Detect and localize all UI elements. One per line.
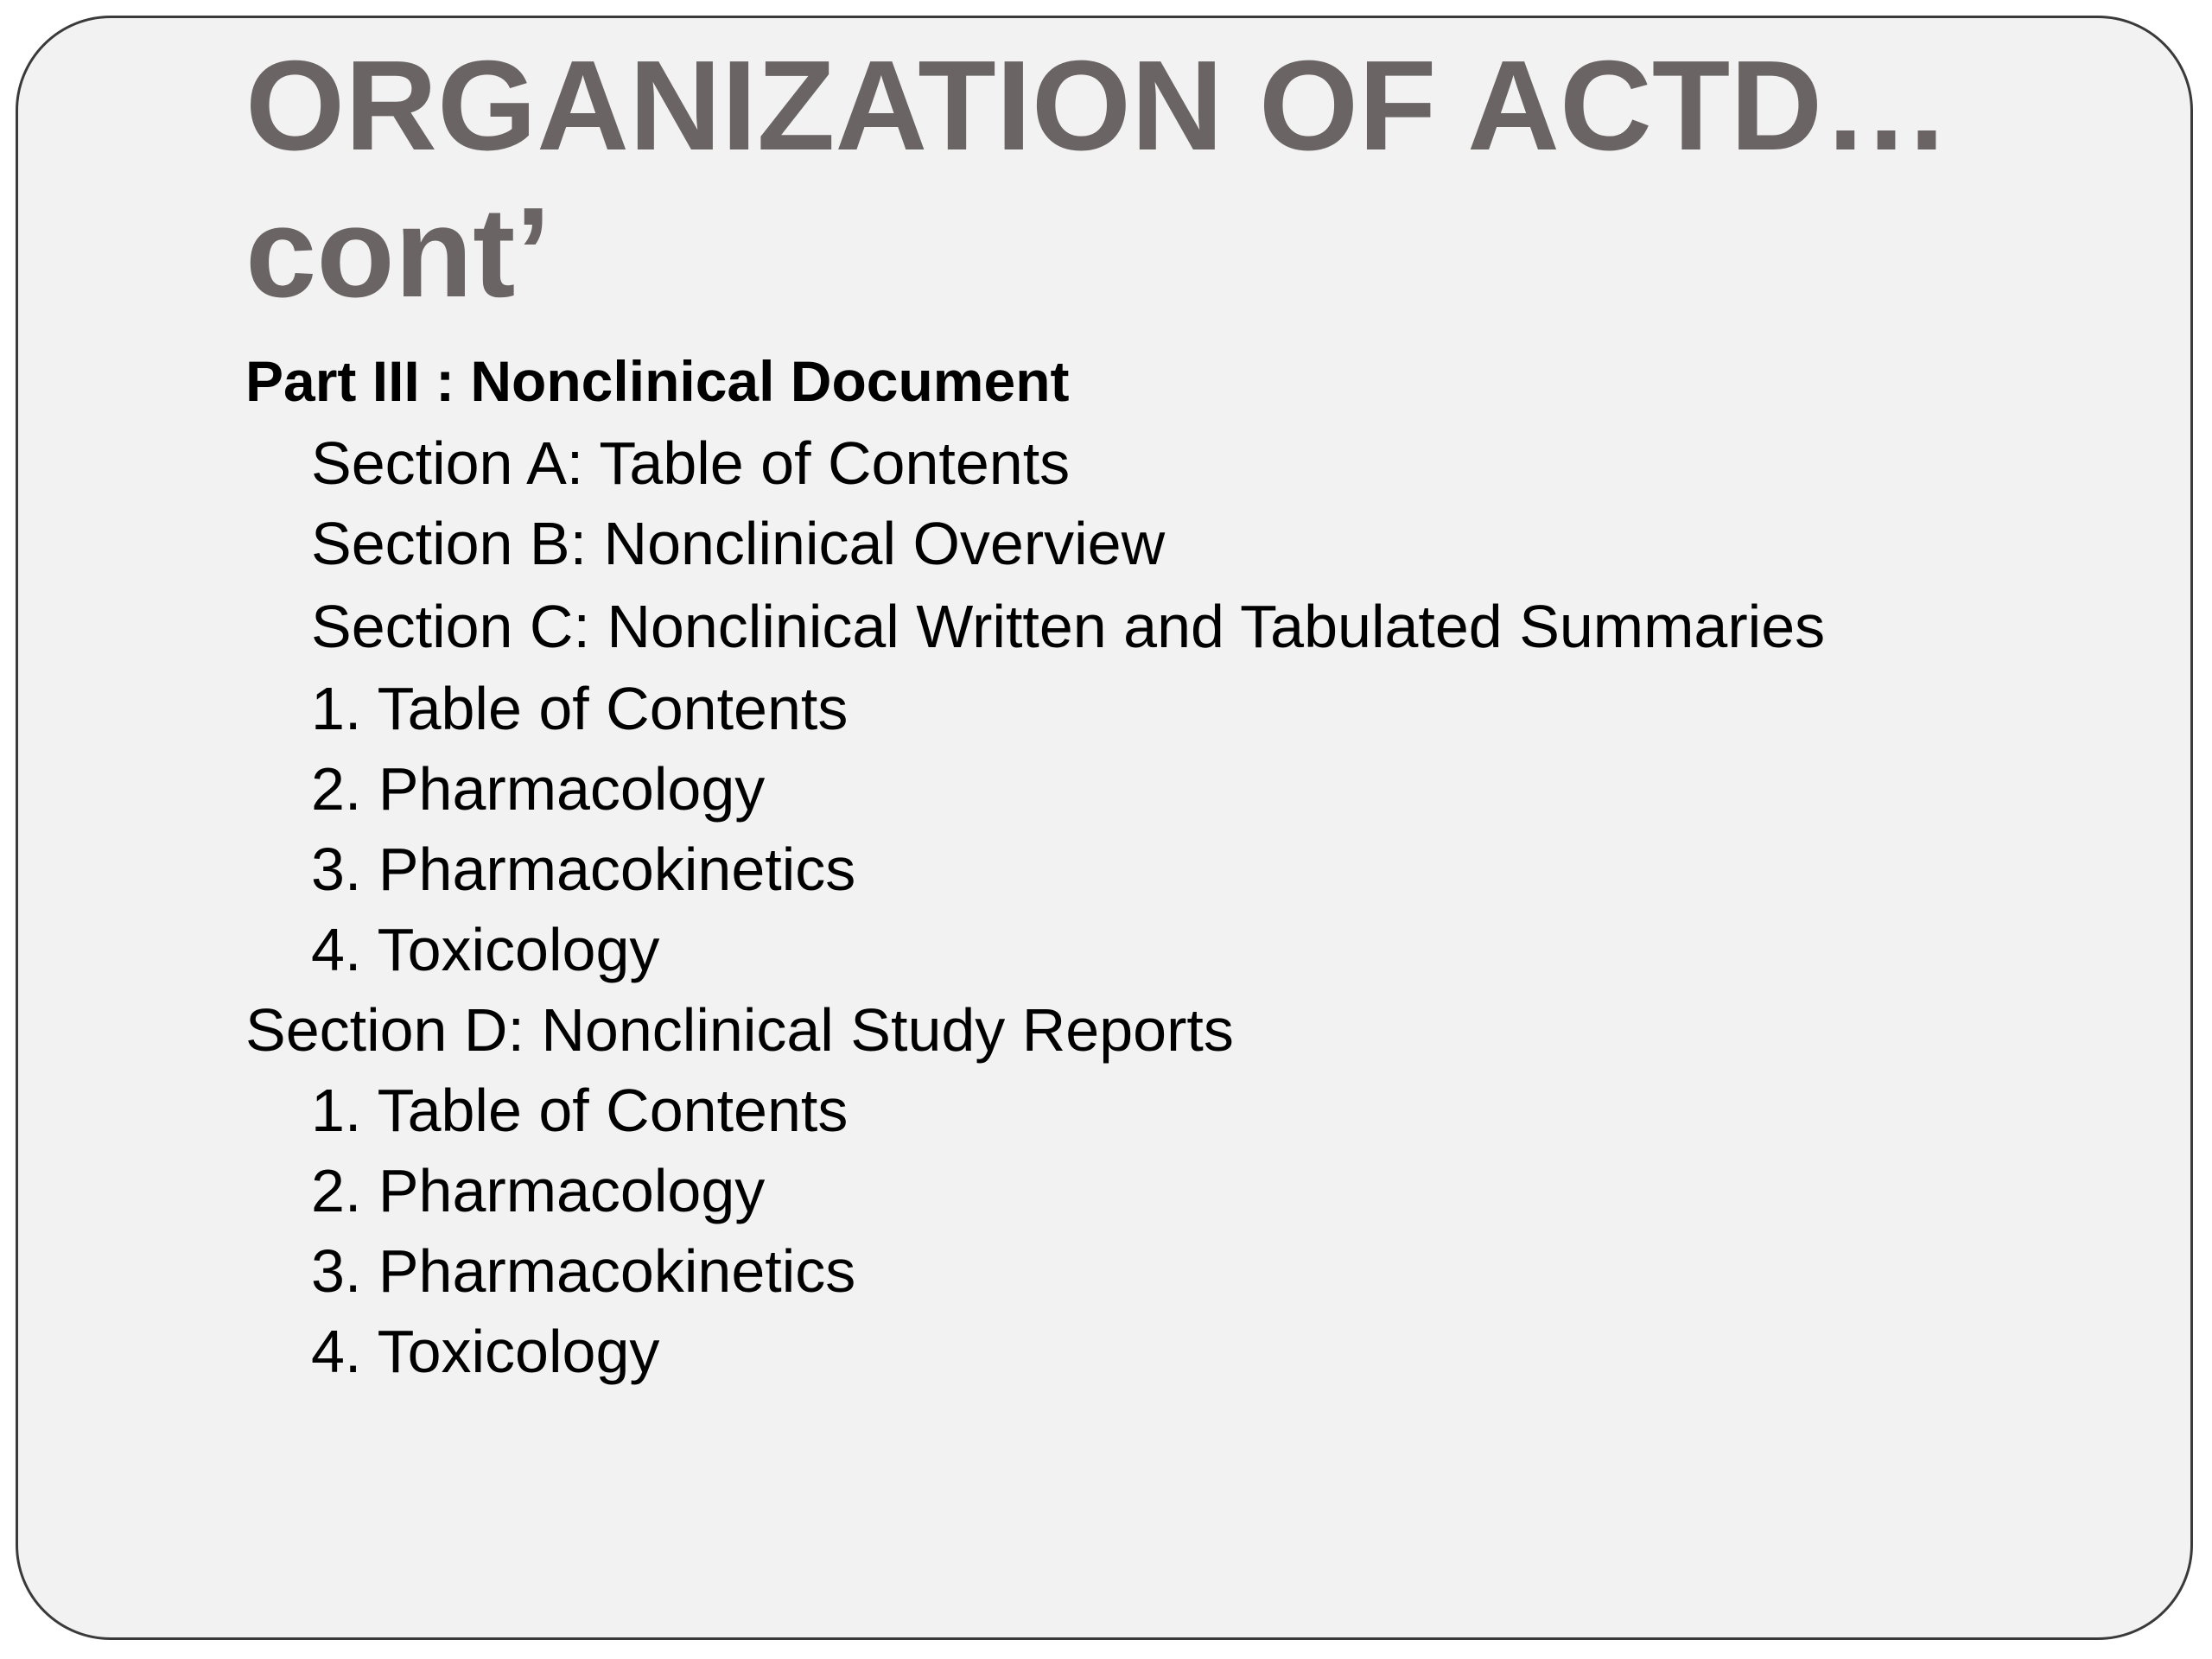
section-c-item-pharmacokinetics: 3. Pharmacokinetics	[311, 836, 856, 903]
section-c: Section C: Nonclinical Written and Tabulated Summaries	[311, 593, 1826, 660]
slide-title-line-2: cont’	[245, 181, 551, 324]
section-d: Section D: Nonclinical Study Reports	[245, 996, 1234, 1064]
section-d-item-pharmacology: 2. Pharmacology	[311, 1157, 766, 1224]
section-c-item-toc: 1. Table of Contents	[311, 675, 849, 742]
part-heading: Part III : Nonclinical Document	[245, 349, 1070, 413]
slide-title	[245, 33, 1950, 327]
section-b: Section B: Nonclinical Overview	[311, 510, 1166, 577]
section-a: Section A: Table of Contents	[311, 429, 1071, 497]
section-c-item-toxicology: 4. Toxicology	[311, 916, 660, 983]
section-c-item-pharmacology: 2. Pharmacology	[311, 755, 766, 823]
section-d-item-pharmacokinetics: 3. Pharmacokinetics	[311, 1237, 856, 1305]
section-d-item-toxicology: 4. Toxicology	[311, 1318, 660, 1385]
slide-title-line-1: ORGANIZATION OF ACTD…	[245, 35, 1951, 177]
slide-content-list	[245, 339, 1825, 1392]
section-d-item-toc: 1. Table of Contents	[311, 1077, 849, 1144]
